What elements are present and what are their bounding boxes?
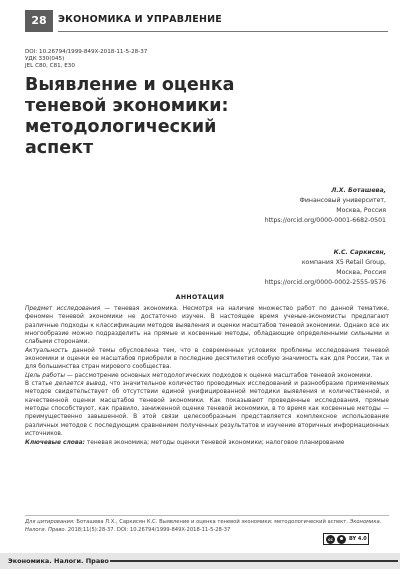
cc-license-badge[interactable] bbox=[323, 533, 369, 545]
title-line-4: аспект bbox=[25, 138, 94, 158]
author-affiliation: Финансовый университет, bbox=[299, 197, 386, 204]
citation-rule bbox=[25, 515, 389, 516]
abstract-lead: Цель работы bbox=[25, 372, 65, 379]
abstract-lead: Предмет исследования bbox=[25, 306, 101, 312]
abstract-paragraph bbox=[25, 380, 389, 438]
section-title: ЭКОНОМИКА И УПРАВЛЕНИЕ bbox=[58, 14, 222, 25]
author-orcid-link[interactable]: https://orcid.org/0000-0002-2555-9576 bbox=[264, 279, 386, 286]
citation bbox=[25, 519, 389, 534]
author-2 bbox=[86, 248, 386, 288]
authors-block bbox=[86, 186, 386, 310]
abstract-paragraph bbox=[25, 347, 389, 372]
abstract-text: — рассмотрение основных методологических подходов к оценке масштабов теневой экономики. bbox=[64, 372, 373, 379]
abstract-heading: АННОТАЦИЯ bbox=[175, 294, 225, 301]
citation-tail: . 2018;11(5):28-37. DOI: 10.26794/1999-849X-2018-11-5-28-37 bbox=[64, 526, 231, 533]
abstract-lead: Актуальность bbox=[25, 347, 68, 354]
abstract-text: — теневая экономика. Несмотря на наличие множество работ по данной тематике, феномен теневой экономики не достаточно изучен. В настоящее время ученые-экономисты предлагают различные подходы к классификации методов выявления и оценки масштабов теневой экономики. Однако все их многообразие можно подразделить на прямые и косвенные методы, обладающие определенными сильными и слабыми сторонами. bbox=[25, 306, 389, 346]
abstract-text: данной темы обусловлена тем, что в современных условиях проблемы исследования теневой экономики и оценки ее масштабов приобрели в последние десятилетия особую значимость как для России, так и для большинства стран мирового сообщества. bbox=[25, 347, 389, 371]
footer-journal: Экономика. Налоги. Право bbox=[8, 557, 109, 565]
abstract-paragraph bbox=[25, 305, 389, 347]
author-1 bbox=[86, 186, 386, 226]
abstract-body bbox=[25, 305, 389, 447]
author-affiliation: компания X5 Retail Group, bbox=[301, 259, 386, 266]
running-header bbox=[0, 10, 400, 32]
page-number: 28 bbox=[25, 10, 53, 32]
udc-line: УДК 330(045) bbox=[25, 56, 65, 62]
abstract-lead: делается вывод bbox=[54, 381, 106, 388]
keywords-text: теневая экономика; методы оценки теневой экономики; налоговое планирование bbox=[84, 439, 345, 446]
article-meta bbox=[25, 49, 147, 70]
title-line-1: Выявление и оценка bbox=[25, 75, 235, 95]
abstract-text: В статье bbox=[25, 381, 55, 388]
author-name: Л.Х. Боташева, bbox=[331, 187, 386, 194]
abstract-text: , что значительное количество проводимых исследований и разнообразие применяемых методов свидетельствует об отсутствии единой унифицированной методики выявления и количественной, и качественной оценки масштабов теневой экономики. Как показывают проведенные исследования, прямые методы способствуют, как правило, заниженной оценке теневой экономики, в то время как косвенные методы — преимущественно завышенной. В этой связи целесообразным представляется комплексное использование различных методов с последующим сравнением полученных результатов и изучение вторичных информационных источников. bbox=[25, 381, 389, 438]
title-line-2: теневой экономики: bbox=[25, 96, 229, 116]
abstract-paragraph bbox=[25, 372, 389, 380]
citation-label: Для цитирования: bbox=[25, 519, 75, 525]
running-footer bbox=[0, 553, 400, 569]
keywords bbox=[25, 439, 389, 447]
title-line-3: методологический bbox=[25, 117, 217, 137]
author-city: Москва, Россия bbox=[336, 207, 386, 214]
article-title bbox=[25, 75, 355, 159]
citation-text: Боташева Л.Х., Саркисян К.С. Выявление и оценка теневой экономики: методологический аспект. bbox=[74, 519, 350, 525]
cc-icon: cc bbox=[326, 535, 335, 544]
person-icon bbox=[337, 535, 346, 544]
citation-journal: Экономика. Налоги. Право bbox=[25, 519, 382, 533]
doi-line[interactable]: DOI: 10.26794/1999-849X-2018-11-5-28-37 bbox=[25, 49, 148, 55]
footer-rule bbox=[110, 560, 398, 562]
author-name: К.С. Саркисян, bbox=[333, 249, 386, 256]
author-orcid-link[interactable]: https://orcid.org/0000-0001-6682-0501 bbox=[264, 217, 386, 224]
keywords-label: Ключевые слова: bbox=[25, 439, 85, 446]
author-city: Москва, Россия bbox=[336, 269, 386, 276]
license-label: BY 4.0 bbox=[349, 536, 367, 542]
jel-line: JEL C80, C81, E30 bbox=[25, 63, 75, 69]
header-rule bbox=[58, 31, 388, 32]
